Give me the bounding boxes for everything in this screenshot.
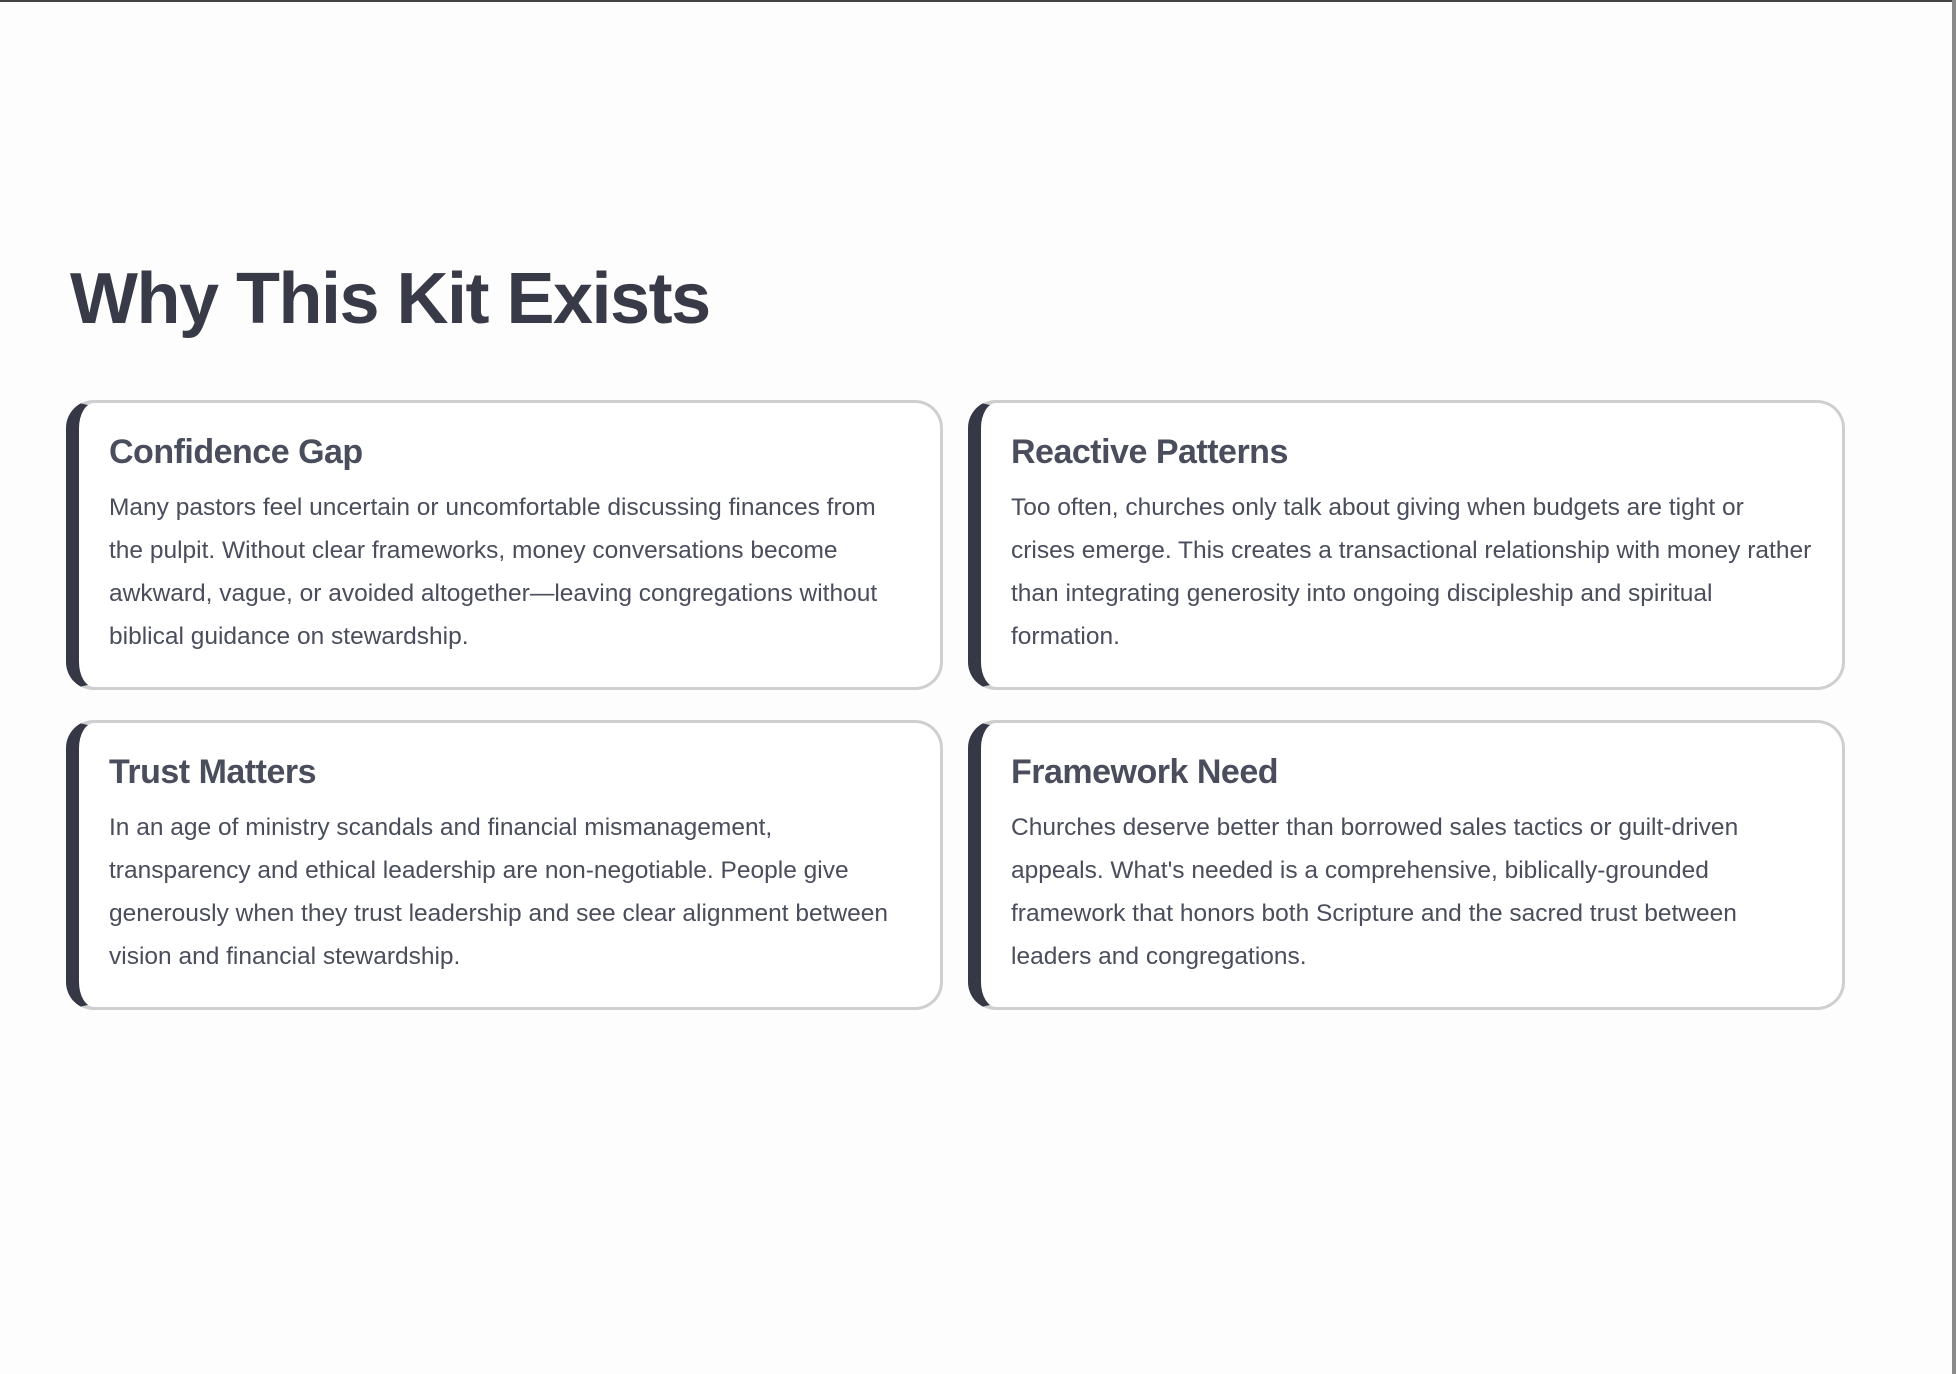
card-title: Confidence Gap: [109, 433, 363, 471]
reasons-grid: [66, 400, 1845, 1010]
card-body: Many pastors feel uncertain or uncomfortable discussing finances from the pulpit. Without clear frameworks, money conversations become awkward, vague, or avoided altogether—leaving congregations without biblical guidance on stewardship.: [109, 494, 878, 650]
window-top-border: [0, 0, 1956, 2]
card-reactive-patterns: [968, 400, 1845, 690]
card-body: In an age of ministry scandals and financial mismanagement, transparency and ethical leadership are non-negotiable. People give generously when they trust leadership and see clear alignment between vision and financial stewardship.: [109, 814, 889, 970]
card-title: Reactive Patterns: [1011, 433, 1288, 471]
card-body: Too often, churches only talk about giving when budgets are tight or crises emerge. This creates a transactional relationship with money rather than integrating generosity into ongoing discipleship and spiritual formation.: [1011, 494, 1812, 650]
card-confidence-gap: [66, 400, 943, 690]
card-framework-need: [968, 720, 1845, 1010]
card-title: Trust Matters: [109, 753, 316, 791]
page-title: Why This Kit Exists: [70, 259, 710, 339]
card-trust-matters: [66, 720, 943, 1010]
card-title: Framework Need: [1011, 753, 1278, 791]
card-body: Churches deserve better than borrowed sales tactics or guilt-driven appeals. What's needed is a comprehensive, biblically-grounded framework that honors both Scripture and the sacred trust between leaders and congregations.: [1011, 814, 1739, 970]
scrollbar[interactable]: [1952, 0, 1956, 1374]
